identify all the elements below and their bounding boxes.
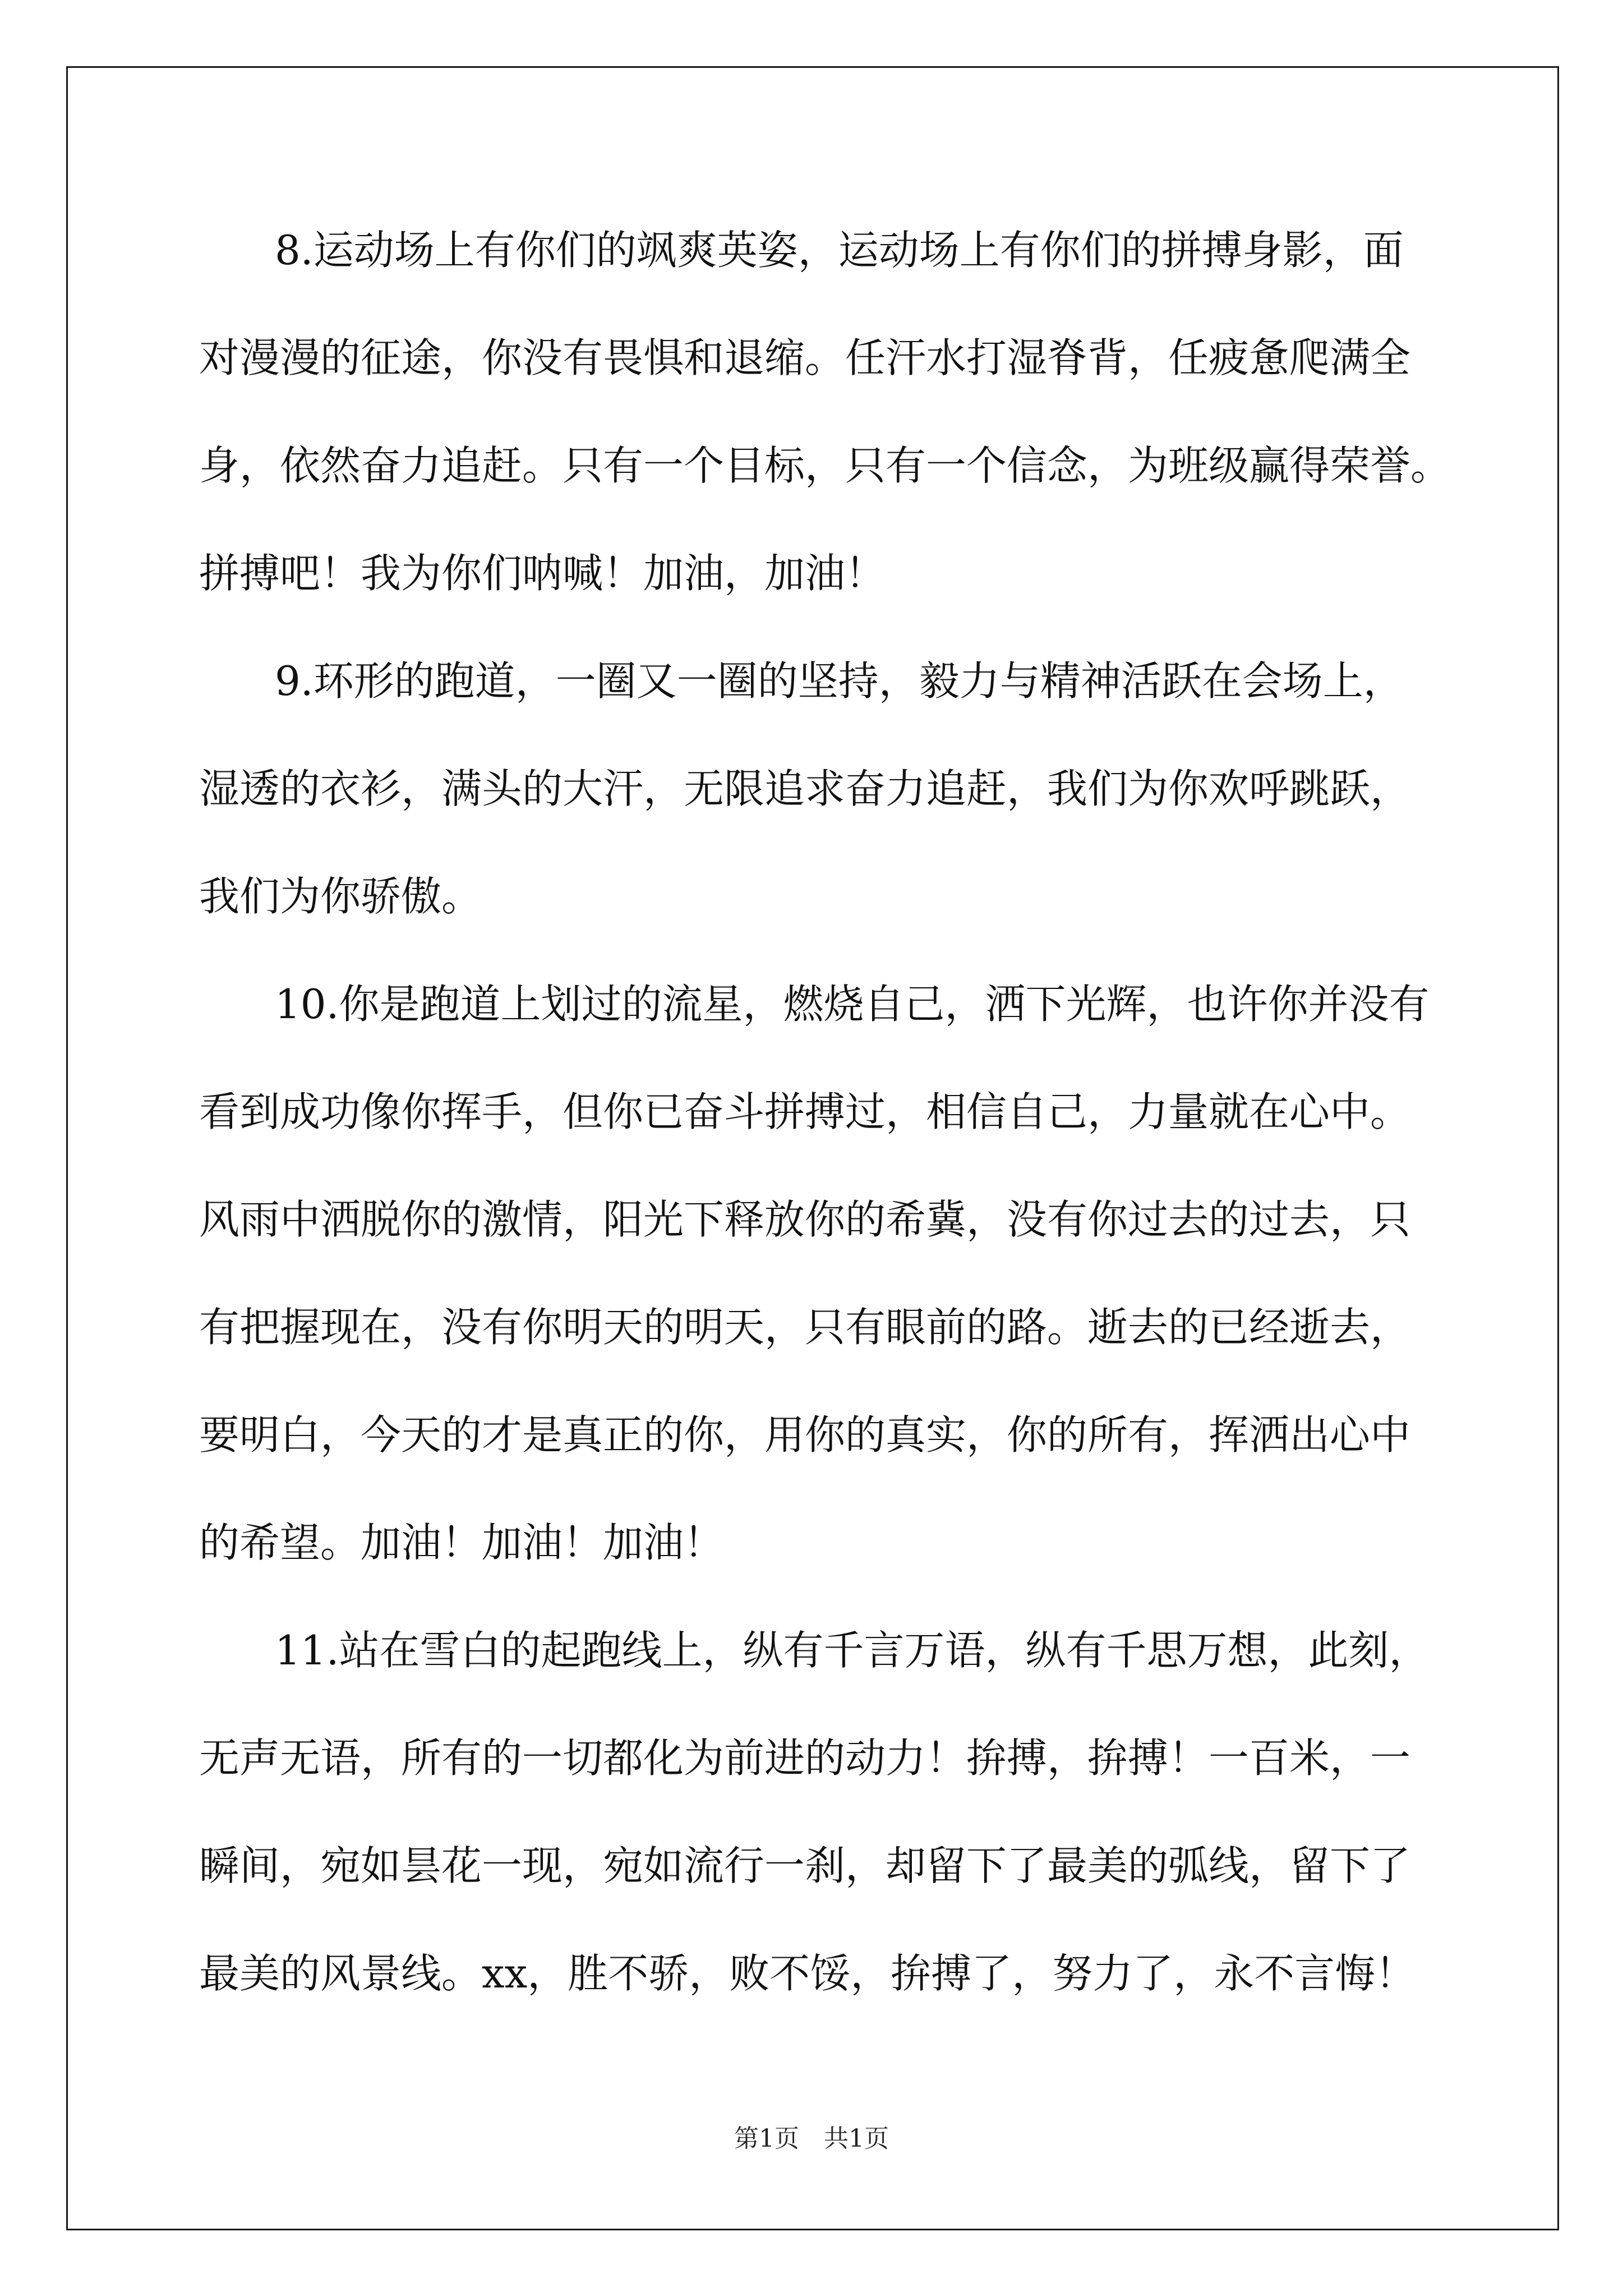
paragraph-10-line-5: 要明白，今天的才是真正的你，用你的真实，你的所有，挥洒出心中 <box>199 1411 1411 1458</box>
paragraph-8-line-2: 对漫漫的征途，你没有畏惧和退缩。任汗水打湿脊背，任疲惫爬满全 <box>199 334 1411 381</box>
paragraph-10-line-4: 有把握现在，没有你明天的明天，只有眼前的路。逝去的已经逝去， <box>199 1304 1411 1351</box>
paragraph-11-line-3: 瞬间，宛如昙花一现，宛如流行一刹，却留下了最美的弧线，留下了 <box>199 1842 1411 1889</box>
paragraph-9-line-2: 湿透的衣衫，满头的大汗，无限追求奋力追赶，我们为你欢呼跳跃， <box>199 765 1411 812</box>
paragraph-10-line-6: 的希望。加油！加油！加油！ <box>199 1519 725 1566</box>
paragraph-8-line-1: 8.运动场上有你们的飒爽英姿，运动场上有你们的拼搏身影，面 <box>275 227 1404 274</box>
paragraph-10-line-2: 看到成功像你挥手，但你已奋斗拼搏过，相信自己，力量就在心中。 <box>199 1088 1411 1135</box>
paragraph-11-line-2: 无声无语，所有的一切都化为前进的动力！拚搏，拚搏！一百米，一 <box>199 1734 1411 1782</box>
paragraph-8-line-4: 拼搏吧！我为你们呐喊！加油，加油！ <box>199 550 886 597</box>
paragraph-10-line-1: 10.你是跑道上划过的流星，燃烧自己，洒下光辉，也许你并没有 <box>275 981 1430 1028</box>
page-border <box>66 66 1559 2230</box>
paragraph-11-line-4: 最美的风景线。xx，胜不骄，败不馁，拚搏了，努力了，永不言悔！ <box>199 1950 1416 1997</box>
paragraph-11-line-1: 11.站在雪白的起跑线上，纵有千言万语，纵有千思万想，此刻， <box>275 1627 1430 1674</box>
paragraph-9-line-3: 我们为你骄傲。 <box>199 873 482 920</box>
paragraph-10-line-3: 风雨中洒脱你的激情，阳光下释放你的希冀，没有你过去的过去，只 <box>199 1196 1411 1243</box>
page-number: 第1页 共1页 <box>734 2124 889 2153</box>
paragraph-9-line-1: 9.环形的跑道，一圈又一圈的坚持，毅力与精神活跃在会场上， <box>275 657 1404 705</box>
paragraph-8-line-3: 身，依然奋力追赶。只有一个目标，只有一个信念，为班级赢得荣誉。 <box>199 442 1451 489</box>
